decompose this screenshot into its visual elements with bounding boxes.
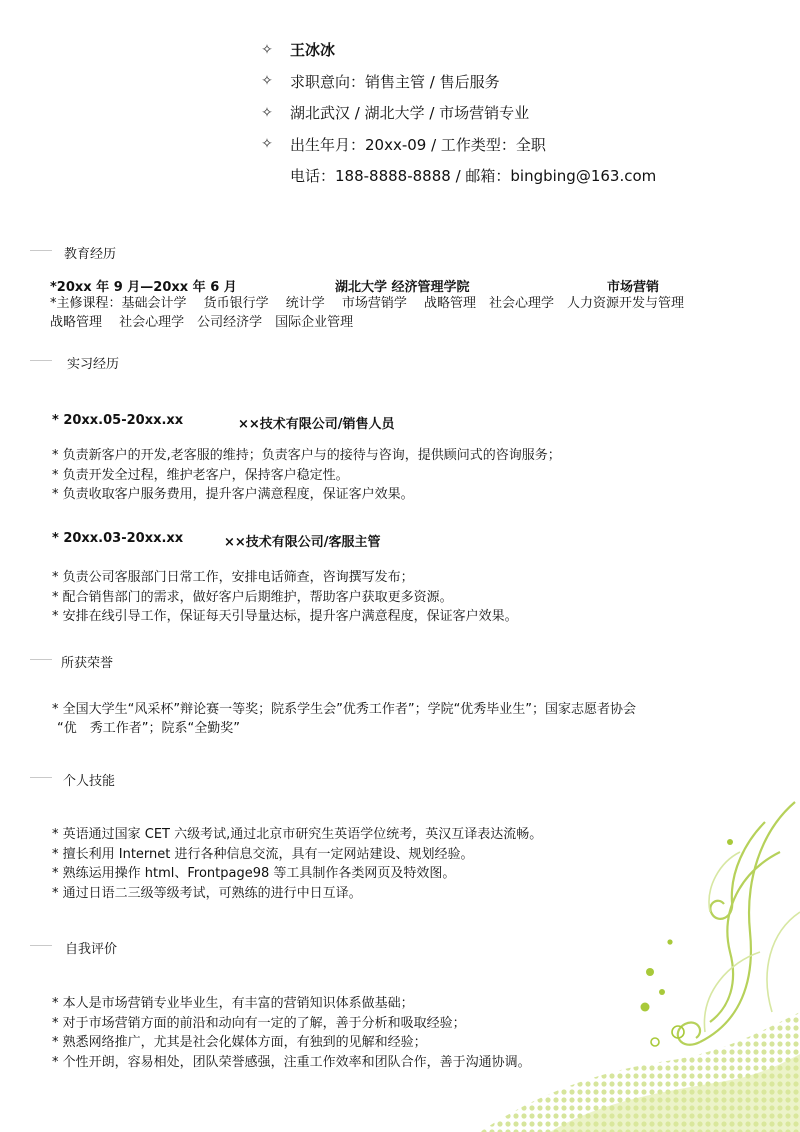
list-item: * 负责收取客户服务费用，提升客户满意程度，保证客户效果。 [52, 487, 414, 502]
list-item: * 熟悉网络推广，尤其是社会化媒体方面，有独到的见解和经验； [52, 1035, 427, 1050]
job-objective: 求职意向：销售主管 / 售后服务 [290, 72, 500, 91]
job-company-role: ××技术有限公司/客服主管 [224, 535, 381, 550]
skills-list [52, 825, 542, 903]
sparkle-bullet-icon: ✧ [261, 73, 273, 90]
job-duties-list [52, 568, 518, 627]
location-row [258, 97, 656, 129]
sparkle-bullet-icon: ✧ [261, 104, 273, 121]
education-period: *20xx 年 9 月—20xx 年 6 月 [50, 280, 237, 295]
self-eval-list [52, 994, 531, 1072]
section-title: 实习经历 [67, 357, 120, 372]
section-title: 自我评价 [65, 942, 118, 957]
courses-line: 战略管理 社会心理学 公司经济学 国际企业管理 [50, 315, 354, 330]
list-item: * 个性开朗，容易相处，团队荣誉感强，注重工作效率和团队合作，善于沟通协调。 [52, 1054, 531, 1070]
list-item: * 负责新客户的开发,老客服的维持；负责客户与的接待与咨询，提供顾问式的咨询服务； [52, 448, 561, 463]
heading-rule [30, 777, 52, 778]
list-item: * 擅长利用 Internet 进行各种信息交流，具有一定网站建设、规划经验。 [52, 846, 474, 862]
courses-line: *主修课程：基础会计学 货币银行学 统计学 市场营销学 战略管理 社会心理学 人力资源开发与管理 [50, 296, 685, 311]
job-duties-list [52, 446, 561, 505]
job-company-role: ××技术有限公司/销售人员 [238, 417, 395, 432]
name-row [258, 34, 656, 66]
list-item: * 配合销售部门的需求，做好客户后期维护，帮助客户获取更多资源。 [52, 589, 453, 605]
heading-rule [30, 360, 52, 361]
section-title: 所获荣誉 [61, 656, 114, 671]
list-item: * 安排在线引导工作，保证每天引导量达标，提升客户满意程度，保证客户效果。 [52, 609, 518, 624]
contact-row [258, 160, 656, 192]
section-title: 教育经历 [64, 247, 117, 262]
education-major: 市场营销 [607, 280, 660, 295]
personal-info-header [258, 34, 656, 192]
list-item: * 负责公司客服部门日常工作，安排电话筛查，咨询撰写发布； [52, 570, 414, 585]
honors-line: * 全国大学生“风采杯”辩论赛一等奖；院系学生会”优秀工作者”；学院“优秀毕业生”；国家志愿者协会 [52, 702, 637, 717]
objective-row [258, 66, 656, 98]
birth-row [258, 129, 656, 161]
job-period: * 20xx.03-20xx.xx [52, 531, 184, 546]
education-school: 湖北大学 经济管理学院 [335, 280, 470, 295]
birth-worktype: 出生年月：20xx-09 / 工作类型：全职 [290, 135, 546, 154]
list-item: * 通过日语二三级等级考试，可熟练的进行中日互译。 [52, 885, 362, 901]
list-item: * 负责开发全过程，维护老客户，保持客户稳定性。 [52, 467, 349, 483]
list-item: * 对于市场营销方面的前沿和动向有一定的了解，善于分析和吸取经验； [52, 1015, 466, 1031]
honors-line: “优 秀工作者”；院系“全勤奖” [57, 721, 240, 736]
heading-rule [30, 250, 52, 251]
sparkle-bullet-icon: ✧ [261, 136, 273, 153]
sparkle-bullet-icon: ✧ [261, 41, 273, 58]
list-item: * 本人是市场营销专业毕业生，有丰富的营销知识体系做基础； [52, 996, 414, 1011]
candidate-name: 王冰冰 [290, 41, 336, 60]
contact-info: 电话：188-8888-8888 / 邮箱：bingbing@163.com [290, 167, 657, 186]
section-title: 个人技能 [63, 774, 116, 789]
heading-rule [30, 659, 52, 660]
location-school-major: 湖北武汉 / 湖北大学 / 市场营销专业 [290, 104, 530, 123]
job-period: * 20xx.05-20xx.xx [52, 413, 184, 428]
list-item: * 熟练运用操作 html、Frontpage98 等工具制作各类网页及特效图。 [52, 866, 456, 881]
heading-rule [30, 945, 52, 946]
list-item: * 英语通过国家 CET 六级考试,通过北京市研究生英语学位统考，英汉互译表达流畅。 [52, 827, 543, 842]
